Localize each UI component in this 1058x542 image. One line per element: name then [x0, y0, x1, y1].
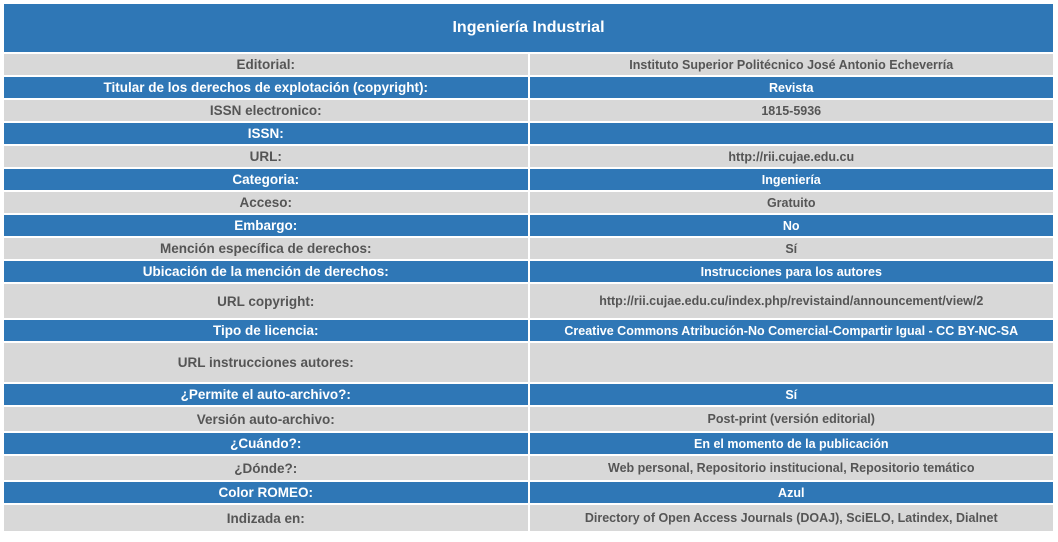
field-value: No: [529, 214, 1055, 237]
copyright-url-link[interactable]: http://rii.cujae.edu.cu/index.php/revistaind/announcement/view/2: [529, 283, 1055, 319]
table-row-rights-mention: [3, 237, 1054, 260]
url-link[interactable]: http://rii.cujae.edu.cu: [529, 145, 1055, 168]
table-row-embargo: [3, 214, 1054, 237]
journal-record-table: [2, 2, 1055, 533]
table-row-rights-location: [3, 260, 1054, 283]
field-label: Categoria:: [3, 168, 529, 191]
field-value: Sí: [529, 383, 1055, 406]
field-label: ISSN electronico:: [3, 99, 529, 122]
field-value: Ingeniería: [529, 168, 1055, 191]
field-label: Titular de los derechos de explotación (copyright):: [3, 76, 529, 99]
field-value: Azul: [529, 481, 1055, 504]
table-row-category: [3, 168, 1054, 191]
journal-title: Ingeniería Industrial: [3, 3, 1054, 53]
table-row-editorial: [3, 53, 1054, 76]
field-label: Ubicación de la mención de derechos:: [3, 260, 529, 283]
field-value: Creative Commons Atribución-No Comercial-Compartir Igual - CC BY-NC-SA: [529, 319, 1055, 342]
field-value: En el momento de la publicación: [529, 432, 1055, 455]
table-row-romeo-color: [3, 481, 1054, 504]
field-label: ¿Permite el auto-archivo?:: [3, 383, 529, 406]
field-label: ISSN:: [3, 122, 529, 145]
table-row-where: [3, 455, 1054, 481]
field-value: Instrucciones para los autores: [529, 260, 1055, 283]
table-row-author-instructions-url: [3, 342, 1054, 383]
title-row: [3, 3, 1054, 53]
table-row-self-archiving-version: [3, 406, 1054, 432]
field-value: Gratuito: [529, 191, 1055, 214]
field-label: ¿Dónde?:: [3, 455, 529, 481]
table-row-copyright-holder: [3, 76, 1054, 99]
field-label: Color ROMEO:: [3, 481, 529, 504]
field-label: Tipo de licencia:: [3, 319, 529, 342]
table-row-issn-electronic: [3, 99, 1054, 122]
field-label: Acceso:: [3, 191, 529, 214]
table-row-issn: [3, 122, 1054, 145]
field-value: [529, 122, 1055, 145]
table-row-url: [3, 145, 1054, 168]
table-row-self-archiving: [3, 383, 1054, 406]
field-value: [529, 342, 1055, 383]
field-value: Revista: [529, 76, 1055, 99]
field-label: URL:: [3, 145, 529, 168]
field-value: Post-print (versión editorial): [529, 406, 1055, 432]
field-label: Embargo:: [3, 214, 529, 237]
table-row-license-type: [3, 319, 1054, 342]
field-label: Editorial:: [3, 53, 529, 76]
field-label: URL instrucciones autores:: [3, 342, 529, 383]
table-row-url-copyright: [3, 283, 1054, 319]
field-label: URL copyright:: [3, 283, 529, 319]
table-row-access: [3, 191, 1054, 214]
field-value: 1815-5936: [529, 99, 1055, 122]
field-label: Mención específica de derechos:: [3, 237, 529, 260]
field-label: Indizada en:: [3, 504, 529, 532]
field-value: Web personal, Repositorio institucional, Repositorio temático: [529, 455, 1055, 481]
field-label: ¿Cuándo?:: [3, 432, 529, 455]
field-value: Sí: [529, 237, 1055, 260]
table-row-when: [3, 432, 1054, 455]
field-value: Instituto Superior Politécnico José Antonio Echeverría: [529, 53, 1055, 76]
field-value: Directory of Open Access Journals (DOAJ), SciELO, Latindex, Dialnet: [529, 504, 1055, 532]
table-row-indexed-in: [3, 504, 1054, 532]
field-label: Versión auto-archivo:: [3, 406, 529, 432]
